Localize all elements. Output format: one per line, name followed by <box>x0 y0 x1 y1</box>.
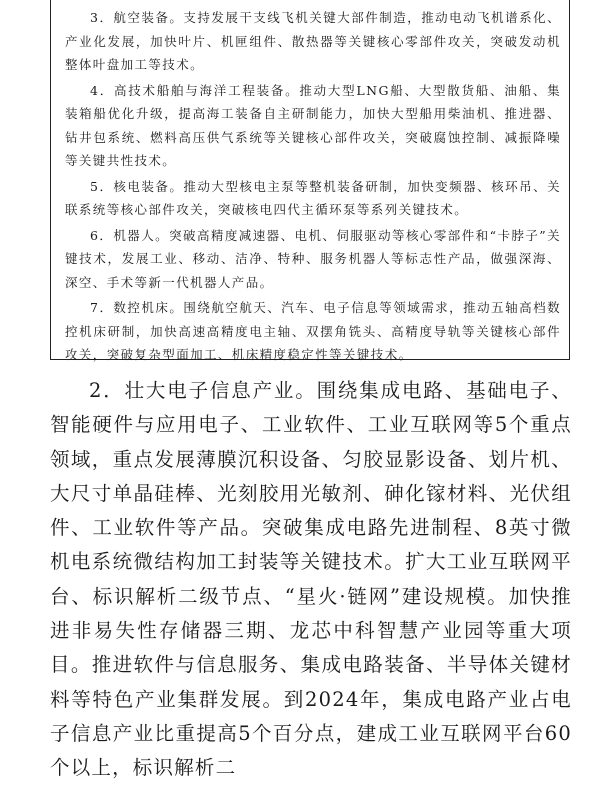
box-item-cnc-machine-tools: 7．数控机床。围绕航空航天、汽车、电子信息等领域需求，推动五轴高档数控机床研制，加快高速高精度电主轴、双摆角铣头、高精度导轨等关键核心部件攻关，突破复杂型面加工、机床精度稳定性等关键技术。 <box>65 300 561 362</box>
main-body <box>50 374 572 786</box>
boxed-sidebar-list <box>50 0 570 360</box>
paragraph-electronic-information: 2．壮大电子信息产业。围绕集成电路、基础电子、智能硬件与应用电子、工业软件、工业互联网等5个重点领域，重点发展薄膜沉积设备、匀胶显影设备、划片机、大尺寸单晶硅棒、光刻胶用光敏剂、砷化镓材料、光伏组件、工业软件等产品。突破集成电路先进制程、8英寸微机电系统微结构加工封装等关键技术。扩大工业互联网平台、标识解析二级节点、“星火·链网”建设规模。加快推进非易失性存储器三期、龙芯中科智慧产业园等重大项目。推进软件与信息服务、集成电路装备、半导体关键材料等特色产业集群发展。到2024年，集成电路产业占电子信息产业比重提高5个百分点，建成工业互联网平台60个以上，标识解析二 <box>50 379 572 780</box>
box-item-shipbuilding: 4．高技术船舶与海洋工程装备。推动大型LNG船、大型散货船、油船、集装箱船优化升级，提高海工装备自主研制能力，加快大型船用柴油机、推进器、钻井包系统、燃料高压供气系统等关键核心部件攻关，突破腐蚀控制、减振降噪等关键共性技术。 <box>65 82 561 168</box>
box-item-aviation: 3．航空装备。支持发展干支线飞机关键大部件制造，推动电动飞机谱系化、产业化发展，加快叶片、机匣组件、散热器等关键核心零部件攻关，突破发动机整体叶盘加工等技术。 <box>65 10 561 72</box>
box-item-nuclear: 5．核电装备。推动大型核电主泵等整机装备研制，加快变频器、核环吊、关联系统等核心部件攻关，突破核电四代主循环泵等系列关键技术。 <box>65 178 561 217</box>
box-item-robots: 6．机器人。突破高精度减速器、电机、伺服驱动等核心零部件和“卡脖子”关键技术，发展工业、移动、洁净、特种、服务机器人等标志性产品，做强深海、深空、手术等新一代机器人产品。 <box>65 227 561 290</box>
